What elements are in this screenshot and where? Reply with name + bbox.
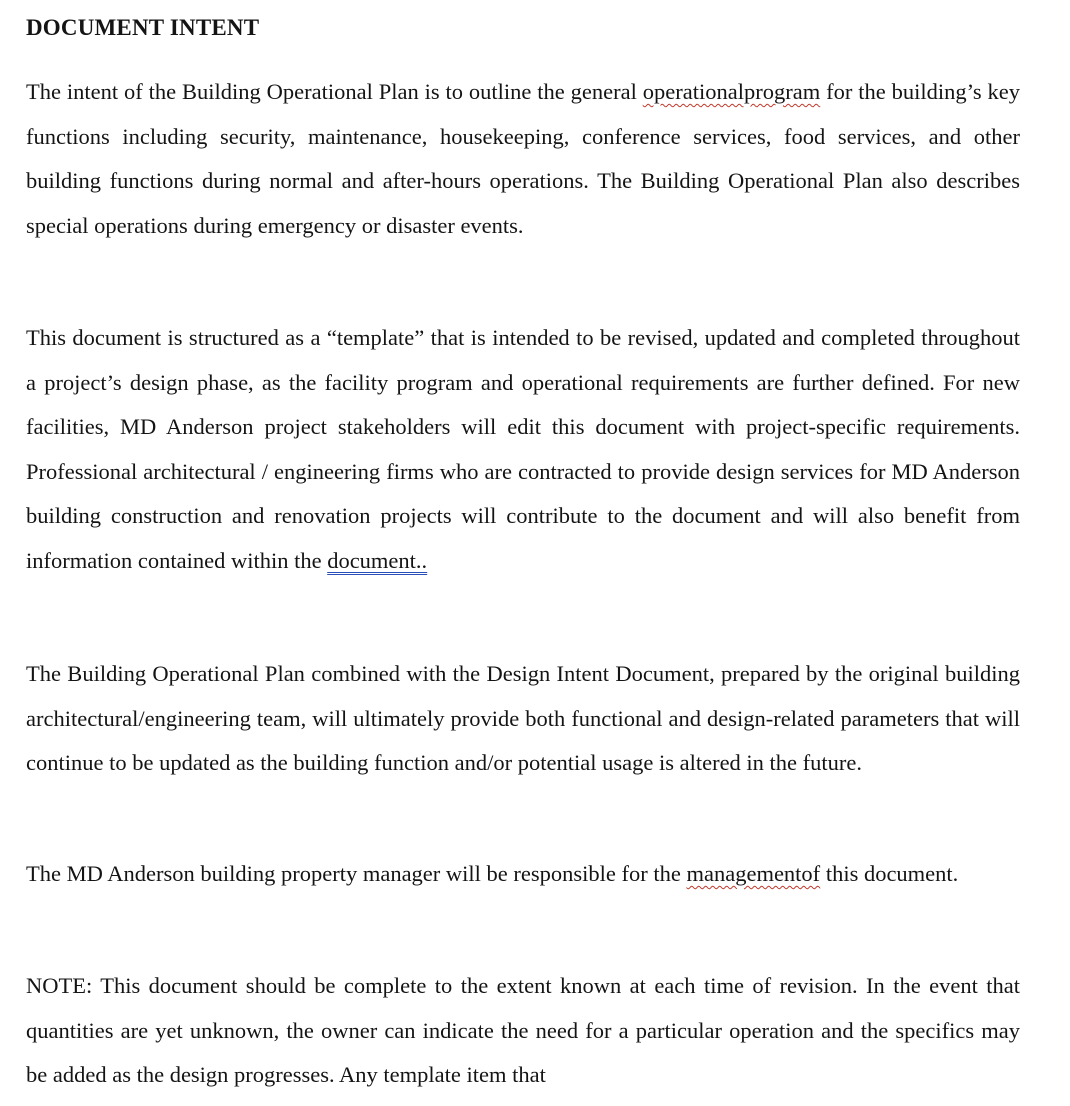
paragraph-intent: [26, 70, 1020, 248]
paragraph-template: [26, 316, 1020, 584]
paragraph-text: for the building’s key functions including security, maintenance, housekeeping, conference services, food services, and other building functions during normal and after-hours operations. The Building Operational Plan also describes special operations during emergency or disaster events.: [26, 79, 1020, 238]
grammar-flagged-word: document..: [327, 547, 428, 573]
paragraph-text: this document.: [820, 861, 959, 886]
paragraph-text: The MD Anderson building property manager will be responsible for the: [26, 861, 687, 886]
spelling-flagged-word: managementof: [686, 861, 821, 886]
paragraph-property-manager: [26, 852, 1020, 897]
paragraph-design-intent: The Building Operational Plan combined with the Design Intent Document, prepared by the original building architectural/engineering team, will ultimately provide both functional and design-related parameters that will continue to be updated as the building function and/or potential usage is altered in the future.: [26, 661, 1020, 776]
spelling-flagged-word: operationalprogram: [642, 79, 821, 104]
paragraph-text: The intent of the Building Operational Plan is to outline the general: [26, 79, 643, 104]
paragraph-text: This document is structured as a “template” that is intended to be revised, updated and completed throughout a project’s design phase, as the facility program and operational requirements are further defined. For new facilities, MD Anderson project stakeholders will edit this document with project-specific requirements. Professional architectural / engineering firms who are contracted to provide design services for MD Anderson building construction and renovation projects will contribute to the document and will also benefit from information contained within the: [26, 325, 1020, 573]
section-heading: DOCUMENT INTENT: [26, 15, 260, 40]
paragraph-note: NOTE: This document should be complete to the extent known at each time of revision. In the event that quantities are yet unknown, the owner can indicate the need for a particular operation and the specifics may be added as the design progresses. Any template item that: [26, 973, 1020, 1088]
